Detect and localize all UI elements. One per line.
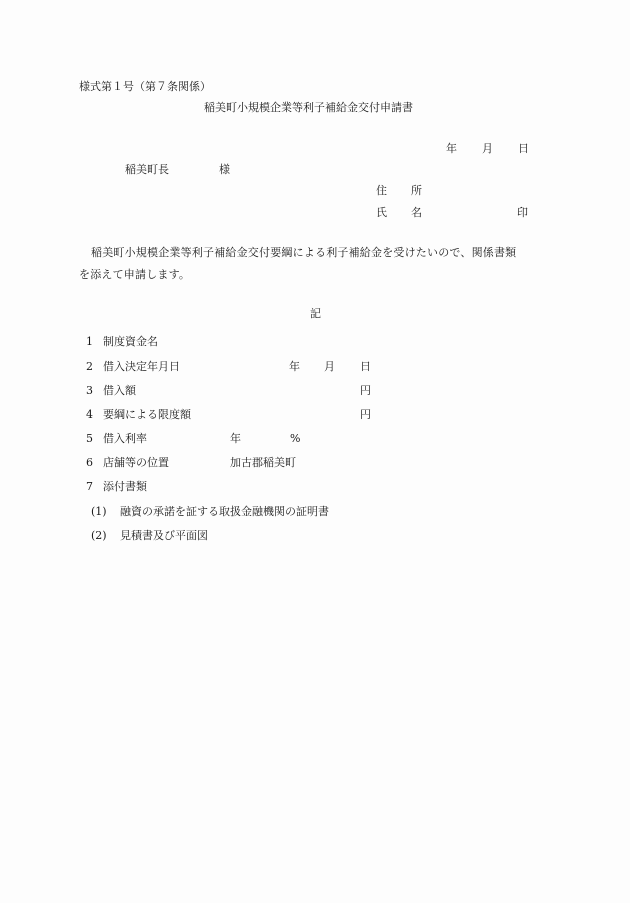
item-number: 7 [86,480,93,493]
item-number: 1 [86,335,93,348]
note-heading: 記 [310,307,321,320]
body-line-1: 稲美町小規模企業等利子補給金交付要綱による利子補給金を受けたいので、関係書類 [91,246,517,259]
name-label-2: 名 [411,206,422,219]
interest-rate-unit: % [290,432,301,445]
item-label: 要綱による限度額 [103,408,191,421]
item-number: 2 [86,360,93,373]
item-number: 3 [86,384,93,397]
item-number: 4 [86,408,93,421]
attachment-label: 融資の承諾を証する取扱金融機関の証明書 [120,505,329,518]
addressee-honorific: 様 [219,163,230,176]
loan-date-year: 年 [289,360,300,373]
address-label-1: 住 [376,184,387,197]
limit-amount-unit: 円 [360,408,371,421]
store-location-value: 加古郡稲美町 [230,456,296,469]
date-year-label: 年 [446,142,457,155]
loan-amount-unit: 円 [360,384,371,397]
date-month-label: 月 [482,142,493,155]
attachment-label: 見積書及び平面図 [120,529,208,542]
attachment-number: (1) [91,505,107,518]
addressee-name: 稲美町長 [125,163,169,176]
attachment-number: (2) [91,529,107,542]
name-label-1: 氏 [376,206,387,219]
seal-mark: 印 [517,206,528,219]
form-number: 様式第１号（第７条関係） [79,80,211,93]
address-label-2: 所 [411,184,422,197]
loan-date-day: 日 [360,360,371,373]
item-label: 添付書類 [103,480,147,493]
loan-date-month: 月 [324,360,335,373]
item-label: 借入決定年月日 [103,360,180,373]
item-number: 5 [86,432,93,445]
document-title: 稲美町小規模企業等利子補給金交付申請書 [204,101,413,114]
item-label: 店舗等の位置 [103,456,169,469]
item-label: 借入額 [103,384,136,397]
interest-rate-prefix: 年 [230,432,241,445]
body-line-2: を添えて申請します。 [79,268,191,281]
date-day-label: 日 [518,142,529,155]
item-label: 制度資金名 [103,335,158,348]
item-label: 借入利率 [103,432,147,445]
item-number: 6 [86,456,93,469]
